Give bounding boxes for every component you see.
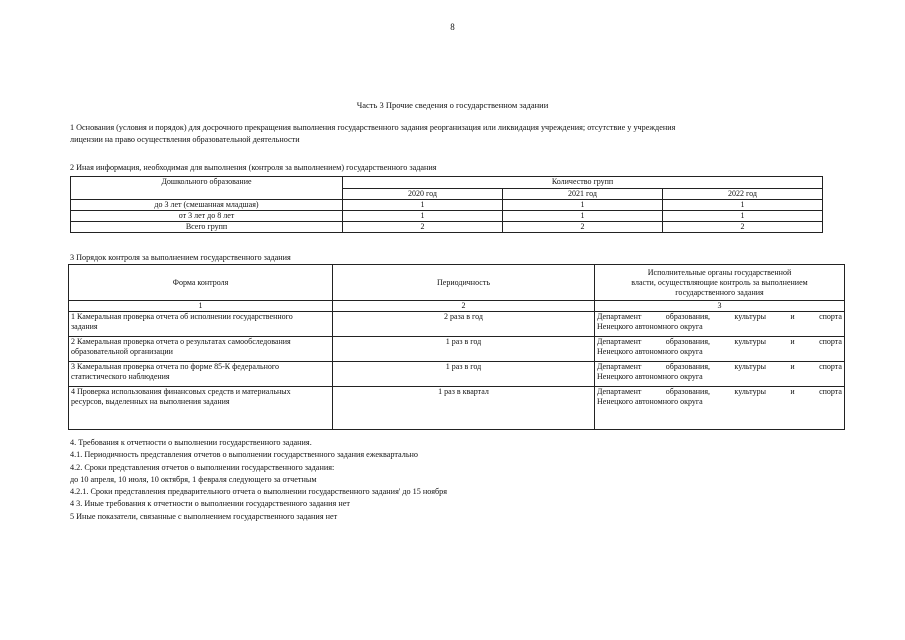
org-word: образования, [665, 387, 710, 396]
control-period: 2 раза в год [333, 312, 595, 337]
control-period: 1 раз в год [333, 337, 595, 362]
control-form-line-1: 1 Камеральная проверка отчета об исполнении государственного [71, 312, 293, 321]
control-form-line-1: 3 Камеральная проверка отчета по форме 85-К федерального [71, 362, 279, 371]
org-word: и [790, 387, 795, 396]
row-label: до 3 лет (смешанная младшая) [71, 200, 343, 211]
requirement-line: 4 3. Иные требования к отчетности о выполнении государственного задания нет [70, 499, 350, 509]
org-word: Департамент [597, 362, 642, 371]
year-2021: 2021 год [503, 189, 663, 200]
control-authority [595, 387, 845, 430]
org-word: образования, [665, 312, 710, 321]
table-row [69, 362, 845, 387]
cell-value: 2 [343, 222, 503, 233]
section-1-line-1: 1 Основания (условия и порядок) для досрочного прекращения выполнения государственного задания реорганизация или ликвидация учреждения; отсутствие у учреждения [70, 123, 676, 132]
cell-value: 1 [343, 211, 503, 222]
control-form [69, 387, 333, 430]
groups-col-header: Дошкольного образование [71, 177, 343, 200]
table-row [69, 387, 845, 430]
control-authority [595, 337, 845, 362]
groups-count-header: Количество групп [343, 177, 823, 189]
requirement-line: 4.2.1. Сроки представления предварительного отчета о выполнении государственного задания' до 15 ноября [70, 487, 448, 497]
org-word: культуры [734, 362, 766, 371]
year-2022: 2022 год [663, 189, 823, 200]
org-word: спорта [819, 312, 842, 321]
authority-line-2: Ненецкого автономного округа [597, 322, 703, 331]
authority-line-2: Ненецкого автономного округа [597, 347, 703, 356]
col-number: 1 [69, 301, 333, 312]
cell-value: 1 [663, 211, 823, 222]
table-row [69, 337, 845, 362]
cell-value: 1 [503, 211, 663, 222]
authority-line-1 [597, 387, 842, 397]
section-title: Часть 3 Прочие сведения о государственном задании [356, 100, 549, 110]
org-word: спорта [819, 387, 842, 396]
control-form-line-2: образовательной организации [71, 347, 173, 356]
org-word: культуры [734, 387, 766, 396]
authority-line-1 [597, 312, 842, 322]
control-authority [595, 312, 845, 337]
cell-value: 2 [663, 222, 823, 233]
year-2020: 2020 год [343, 189, 503, 200]
section-3-heading: 3 Порядок контроля за выполнением государственного задания [70, 253, 291, 262]
org-word: спорта [819, 362, 842, 371]
period-header: Периодичность [333, 265, 595, 301]
control-table [68, 264, 845, 430]
cell-value: 2 [503, 222, 663, 233]
cell-value: 1 [343, 200, 503, 211]
org-word: и [790, 362, 795, 371]
form-header: Форма контроля [69, 265, 333, 301]
control-form [69, 362, 333, 387]
authority-line-1 [597, 362, 842, 372]
requirement-line: до 10 апреля, 10 июля, 10 октября, 1 февраля следующего за отчетным [70, 474, 317, 484]
org-word: культуры [734, 337, 766, 346]
table-row [71, 222, 823, 233]
cell-value: 1 [503, 200, 663, 211]
table-row [69, 312, 845, 337]
authority-header-line-1: Исполнительные органы государственной [647, 267, 792, 277]
section-1-line-2: лицензии на право осуществления образовательной деятельности [70, 135, 300, 144]
org-word: спорта [819, 337, 842, 346]
col-number: 2 [333, 301, 595, 312]
cell-value: 1 [663, 200, 823, 211]
groups-table [70, 176, 823, 233]
control-period: 1 раз в год [333, 362, 595, 387]
col-number: 3 [595, 301, 845, 312]
authority-line-2: Ненецкого автономного округа [597, 397, 703, 406]
org-word: культуры [734, 312, 766, 321]
org-word: образования, [665, 362, 710, 371]
authority-line-2: Ненецкого автономного округа [597, 372, 703, 381]
control-authority [595, 362, 845, 387]
control-form-line-2: статистического наблюдения [71, 372, 170, 381]
authority-header-line-2: власти, осуществляющие контроль за выполнением [631, 277, 808, 287]
reporting-requirements [70, 437, 850, 523]
org-word: образования, [665, 337, 710, 346]
control-form-line-2: задания [71, 322, 98, 331]
org-word: Департамент [597, 312, 642, 321]
requirement-line: 4. Требования к отчетности о выполнении государственного задания. [70, 438, 312, 447]
section-1 [70, 122, 840, 146]
org-word: и [790, 312, 795, 321]
requirement-line: 5 Иные показатели, связанные с выполнением государственного задания нет [70, 511, 338, 521]
row-label: Всего групп [71, 222, 343, 233]
authority-line-1 [597, 337, 842, 347]
authority-header [595, 265, 845, 301]
authority-header-line-3: государственного задания [675, 287, 764, 297]
section-2-heading: 2 Иная информация, необходимая для выполнения (контроля за выполнением) государственного задания [70, 163, 437, 172]
row-label: от 3 лет до 8 лет [71, 211, 343, 222]
table-row [71, 200, 823, 211]
control-form [69, 312, 333, 337]
control-form [69, 337, 333, 362]
control-form-line-2: ресурсов, выделенных на выполнения задания [71, 397, 230, 406]
control-form-line-1: 2 Камеральная проверка отчета о результатах самообследования [71, 337, 291, 346]
control-period: 1 раз в квартал [333, 387, 595, 430]
requirement-line: 4.1. Периодичность представления отчетов о выполнении государственного задания ежеквартально [70, 450, 419, 460]
control-form-line-1: 4 Проверка использования финансовых средств и материальных [71, 387, 291, 396]
requirement-line: 4.2. Сроки представления отчетов о выполнении государственного задания: [70, 462, 335, 472]
page-number: 8 [450, 22, 455, 32]
org-word: Департамент [597, 387, 642, 396]
org-word: Департамент [597, 337, 642, 346]
table-row [71, 211, 823, 222]
org-word: и [790, 337, 795, 346]
